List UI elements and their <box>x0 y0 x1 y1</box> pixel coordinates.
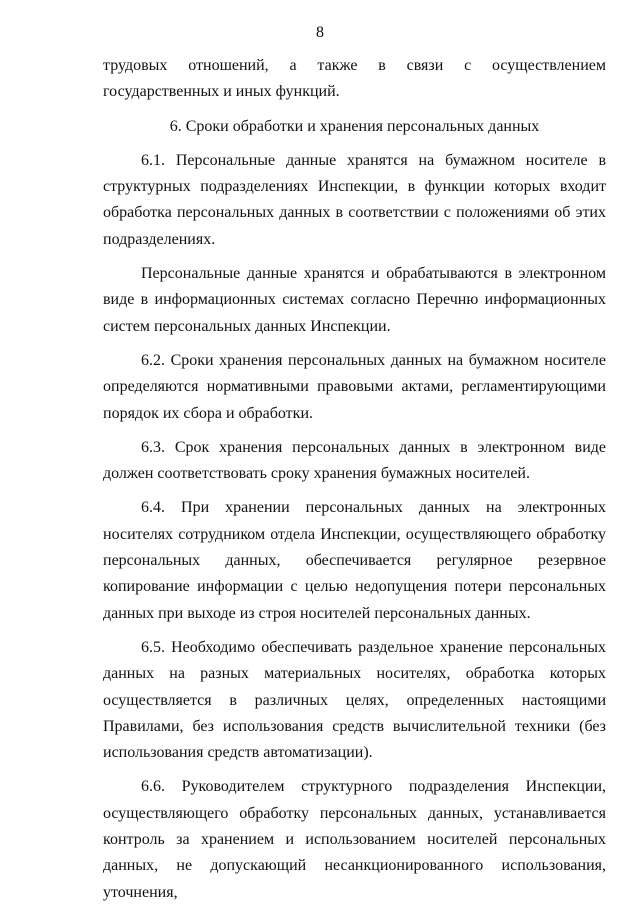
page-number: 8 <box>316 24 324 41</box>
paragraph-6-4: 6.4. При хранении персональных данных на электронных носителях сотрудником отдела Инспекции, осуществляющего обработку персональных данных, обеспечивается регулярное резервное копирование информации с целью недопущения потери персональных данных при выходе из строя носителей персональных данных. <box>103 499 606 622</box>
paragraph-6-2: 6.2. Сроки хранения персональных данных на бумажном носителе определяются нормативными правовыми актами, регламентирующими порядок их сбора и обработки. <box>103 351 606 422</box>
paragraph-electronic-storage: Персональные данные хранятся и обрабатываются в электронном виде в информационных системах согласно Перечню информационных систем персональных данных Инспекции. <box>103 265 606 335</box>
paragraph-continuation: трудовых отношений, а также в связи с осуществлением государственных и иных функций. <box>103 57 606 101</box>
paragraph-6-3: 6.3. Срок хранения персональных данных в электронном виде должен соответствовать сроку хранения бумажных носителей. <box>103 438 606 483</box>
document-body <box>103 53 606 906</box>
paragraph-6-5: 6.5. Необходимо обеспечивать раздельное хранение персональных данных на разных материальных носителях, обработка которых осуществляется в различных целях, определенных настоящими Правилами, без использования средств вычислительной техники (без использования средств автоматизации). <box>103 638 606 762</box>
section-heading: 6. Сроки обработки и хранения персональных данных <box>169 117 540 135</box>
paragraph-6-1: 6.1. Персональные данные хранятся на бумажном носителе в структурных подразделениях Инспекции, в функции которых входит обработка персональных данных в соответствии с положениями об этих подразделениях. <box>103 151 606 248</box>
paragraph-6-6: 6.6. Руководителем структурного подразделения Инспекции, осуществляющего обработку персональных данных, устанавливается контроль за хранением и использованием носителей персональных данных, не допускающий несанкционированного использования, уточнения, <box>103 778 606 901</box>
